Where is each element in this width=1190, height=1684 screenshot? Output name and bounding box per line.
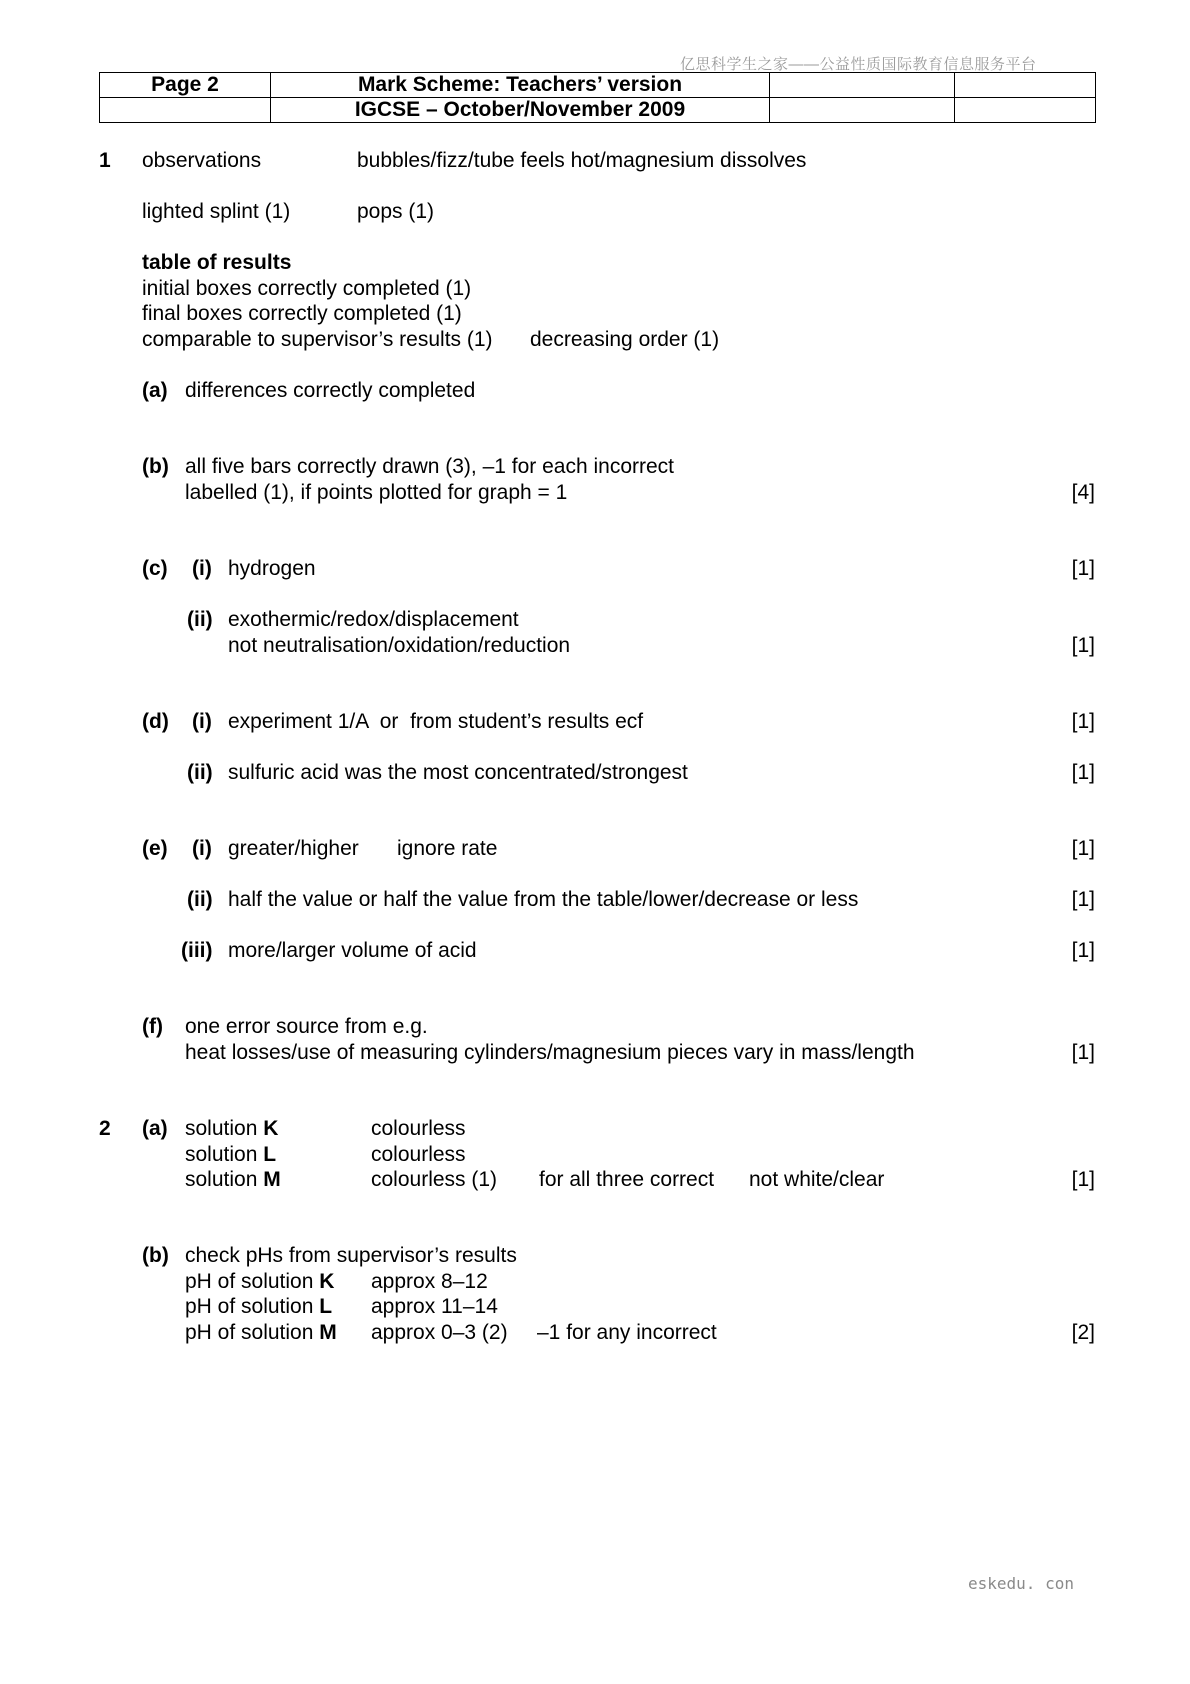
mark-allocation: [1] [1071,710,1095,733]
part-label: (c) [142,557,168,580]
part-label: (f) [142,1015,163,1038]
part-label: (e) [142,837,168,860]
subpart-text: hydrogen [228,557,316,580]
question-number: 2 [99,1117,111,1140]
ph-label: pH of solution L [185,1295,333,1318]
table-results-line: final boxes correctly completed (1) [142,302,462,325]
header-empty-cell [955,73,1096,98]
subpart-text: experiment 1/A or from student’s results ecf [228,710,644,733]
watermark-bottom: eskedu. con [968,1574,1074,1593]
mark-allocation: [1] [1071,761,1095,784]
mark-allocation: [1] [1071,634,1095,657]
solution-colour: colourless (1) [371,1168,498,1191]
solution-label: solution L [185,1143,277,1166]
header-empty-cell [770,73,955,98]
subpart-text: more/larger volume of acid [228,939,477,962]
mark-allocation: [1] [1071,837,1095,860]
subpart-label: (i) [192,557,212,580]
subpart-label: (iii) [181,939,213,962]
part-text: all five bars correctly drawn (3), –1 for each incorrect [185,455,675,478]
part-label: (a) [142,379,168,402]
part-text: differences correctly completed [185,379,476,402]
ph-label: pH of solution M [185,1321,337,1344]
page-header-table [99,72,1096,123]
mark-allocation: [1] [1071,1041,1095,1064]
observations-label: observations [142,149,262,172]
solution-colour: colourless [371,1143,466,1166]
table-results-heading: table of results [142,251,292,274]
solution-label: solution M [185,1168,281,1191]
mark-allocation: [4] [1071,481,1095,504]
part-label: (a) [142,1117,168,1140]
ph-value: approx 8–12 [371,1270,488,1293]
subpart-text: half the value or half the value from the table/lower/decrease or less [228,888,859,911]
part-label: (b) [142,455,169,478]
splint-text: pops (1) [357,200,435,223]
subpart-text: not neutralisation/oxidation/reduction [228,634,571,657]
mark-allocation: [2] [1071,1321,1095,1344]
subpart-label: (i) [192,837,212,860]
subpart-label: (ii) [187,608,213,631]
header-empty-cell [770,98,955,123]
mark-allocation: [1] [1071,888,1095,911]
note: not white/clear [749,1168,885,1191]
part-label: (b) [142,1244,169,1267]
subpart-text: greater/higher [228,837,359,860]
part-text: check pHs from supervisor’s results [185,1244,517,1267]
note: for all three correct [539,1168,715,1191]
part-text: one error source from e.g. [185,1015,428,1038]
header-subtitle: IGCSE – October/November 2009 [271,98,770,123]
splint-label: lighted splint (1) [142,200,291,223]
table-results-line: comparable to supervisor’s results (1) [142,328,493,351]
header-empty-cell [955,98,1096,123]
header-title: Mark Scheme: Teachers’ version [271,73,770,98]
subpart-text: exothermic/redox/displacement [228,608,519,631]
subpart-note: ignore rate [397,837,498,860]
note: –1 for any incorrect [537,1321,717,1344]
ph-value: approx 0–3 (2) [371,1321,508,1344]
subpart-label: (i) [192,710,212,733]
solution-colour: colourless [371,1117,466,1140]
ph-value: approx 11–14 [371,1295,498,1318]
subpart-label: (ii) [187,888,213,911]
page-number: Page 2 [100,73,271,98]
table-results-line: initial boxes correctly completed (1) [142,277,472,300]
part-text: heat losses/use of measuring cylinders/magnesium pieces vary in mass/length [185,1041,915,1064]
table-results-line: decreasing order (1) [530,328,720,351]
mark-allocation: [1] [1071,557,1095,580]
solution-label: solution K [185,1117,279,1140]
mark-allocation: [1] [1071,1168,1095,1191]
part-text: labelled (1), if points plotted for graph = 1 [185,481,568,504]
question-number: 1 [99,149,111,172]
subpart-text: sulfuric acid was the most concentrated/strongest [228,761,688,784]
watermark-top: 亿思科学生之家——公益性质国际教育信息服务平台 [680,56,1037,73]
observations-text: bubbles/fizz/tube feels hot/magnesium dissolves [357,149,807,172]
ph-label: pH of solution K [185,1270,335,1293]
header-empty-cell [100,98,271,123]
subpart-label: (ii) [187,761,213,784]
part-label: (d) [142,710,169,733]
mark-allocation: [1] [1071,939,1095,962]
